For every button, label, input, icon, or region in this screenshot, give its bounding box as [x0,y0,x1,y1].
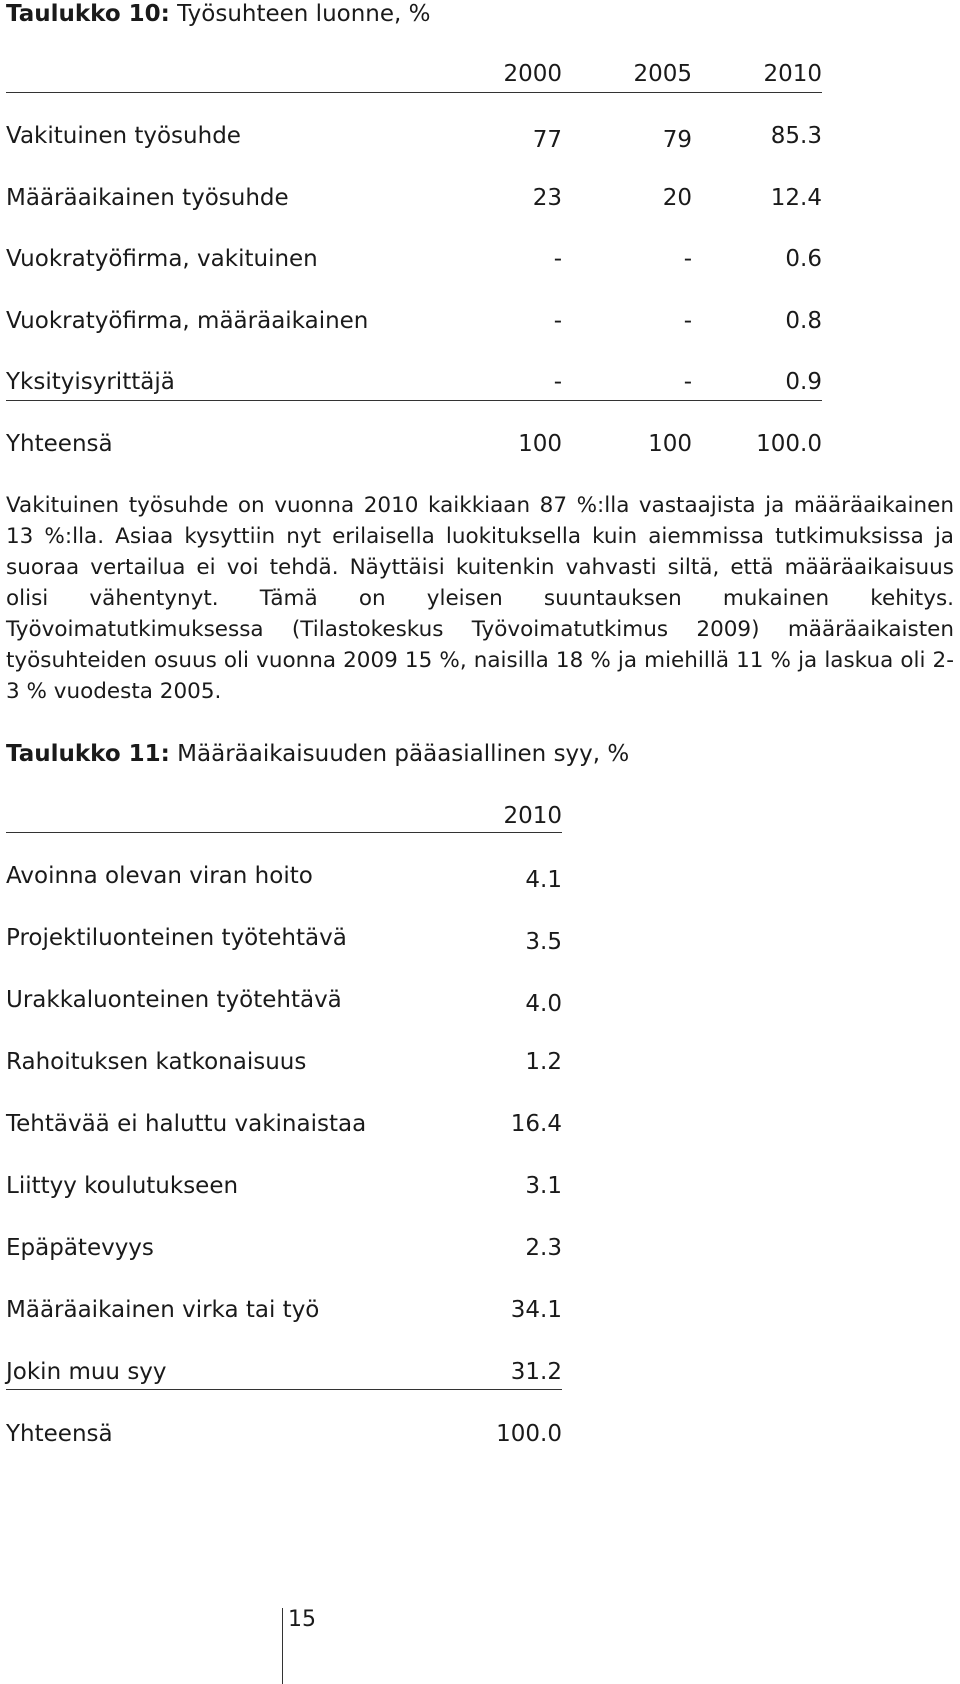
table10-cell: - [553,369,562,395]
table11-row-label: Avoinna olevan viran hoito [6,863,313,889]
table10-year-2005: 2005 [633,61,692,87]
table11-row-label: Urakkaluonteinen työtehtävä [6,987,342,1013]
table10-cell: 12.4 [770,185,822,211]
table10-total-cell: 100.0 [756,431,822,457]
table10-row-label: Vuokratyöfirma, vakituinen [6,246,318,272]
table10-row-label: Vakituinen työsuhde [6,123,241,149]
page-number-rule [282,1608,283,1684]
table10-title [6,0,431,28]
table10-row-label: Määräaikainen työsuhde [6,185,289,211]
page-number: 15 [288,1607,316,1632]
table11-cell: 34.1 [510,1297,562,1323]
table10-cell: - [683,308,692,334]
table11-title-number: Taulukko 11: [6,741,170,767]
table11-row-label: Projektiluonteinen työtehtävä [6,925,347,951]
table10-cell: 20 [662,185,692,211]
table11-row-label: Jokin muu syy [6,1359,167,1385]
table10-year-2000: 2000 [503,61,562,87]
table10-title-number: Taulukko 10: [6,1,170,27]
table10-cell: 79 [662,127,692,153]
table10-year-2010: 2010 [763,61,822,87]
table11-cell: 4.0 [525,991,562,1017]
table11-total-cell: 100.0 [496,1421,562,1447]
table11-row-label: Rahoituksen katkonaisuus [6,1049,307,1075]
table10-row-label: Yksityisyrittäjä [6,369,175,395]
table11-cell: 16.4 [510,1111,562,1137]
table11-cell: 2.3 [525,1235,562,1261]
table11-cell: 31.2 [510,1359,562,1385]
table10-cell: 0.6 [785,246,822,272]
table11-header-rule [6,832,562,833]
table11-total-label: Yhteensä [6,1421,113,1447]
table11-row-label: Määräaikainen virka tai työ [6,1297,320,1323]
table11-title [6,740,629,768]
table10-total-cell: 100 [518,431,562,457]
table10-header-rule [6,92,822,93]
table11-total-rule [6,1389,562,1390]
table11-cell: 3.1 [525,1173,562,1199]
table10-cell: 85.3 [770,123,822,149]
table11-cell: 1.2 [525,1049,562,1075]
table11-row-label: Tehtävää ei haluttu vakinaistaa [6,1111,367,1137]
table11-row-label: Liittyy koulutukseen [6,1173,239,1199]
table10-cell: 77 [532,127,562,153]
table11-year-2010: 2010 [503,803,562,829]
table10-cell: 0.9 [785,369,822,395]
table10-cell: - [683,369,692,395]
table10-total-rule [6,400,822,401]
table10-cell: - [553,246,562,272]
table10-cell: 23 [532,185,562,211]
table10-total-cell: 100 [648,431,692,457]
table10-total-label: Yhteensä [6,431,113,457]
table10-cell: 0.8 [785,308,822,334]
table11-cell: 4.1 [525,867,562,893]
table10-row-label: Vuokratyöfirma, määräaikainen [6,308,369,334]
table10-cell: - [553,308,562,334]
table11-title-text: Määräaikaisuuden pääasiallinen syy, % [169,741,630,767]
body-paragraph: Vakituinen työsuhde on vuonna 2010 kaikkiaan 87 %:lla vastaajista ja määräaikainen 13 %:lla. Asiaa kysyttiin nyt erilaisella luokituksella kuin aiemmissa tutkimuksissa ja suoraa vertailua ei voi tehdä. Näyttäisi kuitenkin vahvasti siltä, että määräaikaisuus olisi vähentynyt. Tämä on yleisen suuntauksen mukainen kehitys. Työvoimatutkimuksessa (Tilastokeskus Työvoimatutkimus 2009) määräaikaisten työsuhteiden osuus oli vuonna 2009 15 %, naisilla 18 % ja miehillä 11 % ja laskua oli 2-3 % vuodesta 2005. [6,493,954,704]
table10-title-text: Työsuhteen luonne, % [169,1,431,27]
table10-cell: - [683,246,692,272]
table11-row-label: Epäpätevyys [6,1235,154,1261]
table11-cell: 3.5 [525,929,562,955]
